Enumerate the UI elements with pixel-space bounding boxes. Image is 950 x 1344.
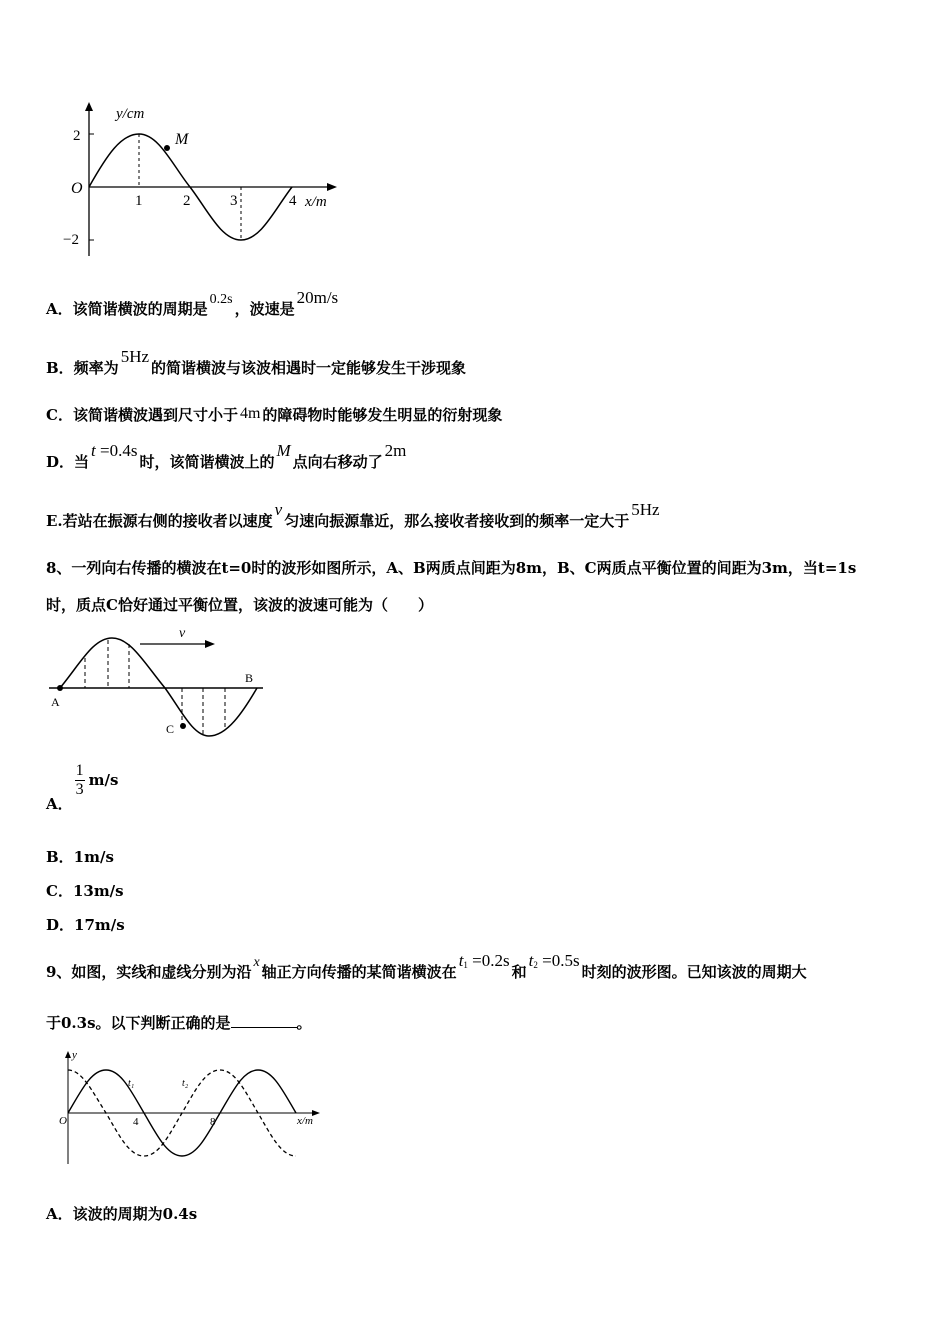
point-a (57, 685, 63, 691)
q7-option-d: D．当t =0.4s时，该简谐横波上的M点向右移动了2m (46, 441, 407, 471)
q8-option-a: A． $\frac{1}{3}$ m/s (46, 762, 119, 813)
x-tick-1: 1 (135, 193, 143, 209)
q8-option-c: C．13m/s (46, 882, 124, 900)
figure-wave-1 (55, 98, 355, 263)
x-tick-4-q9: 4 (133, 1116, 139, 1128)
origin-label: O (71, 180, 83, 197)
origin-label-q9: O (59, 1115, 67, 1127)
x-tick-2: 2 (183, 193, 191, 209)
q8-option-b: B．1m/s (46, 848, 114, 866)
q7-option-a: A．该简谐横波的周期是0.2s，波速是20m/s (46, 288, 339, 318)
q8-stem-line2: 时，质点C恰好通过平衡位置，该波的波速可能为（ ） (46, 596, 433, 614)
q8-option-d: D．17m/s (46, 916, 125, 934)
figure-wave-q8 (45, 620, 270, 745)
c-label: C (166, 722, 175, 736)
q9-option-a: A．该波的周期为0.4s (46, 1205, 198, 1223)
y-tick-2: 2 (73, 128, 81, 144)
q7-option-e: E.若站在振源右侧的接收者以速度v匀速向振源靠近，那么接收者接收到的频率一定大于5Hz (46, 500, 660, 530)
velocity-label: v (179, 626, 186, 641)
figure-wave-q9 (52, 1048, 332, 1168)
x-tick-8-q9: 8 (210, 1116, 216, 1128)
x-tick-4: 4 (289, 193, 297, 209)
point-m (164, 145, 170, 151)
q7-option-b: B．频率为5Hz的简谐横波与该波相遇时一定能够发生干涉现象 (46, 347, 467, 377)
q8-stem-line1: 8、一列向右传播的横波在t=0时的波形如图所示，A、B两质点间距为8m，B、C两质点平衡位置的间距为3m，当t=1s (46, 559, 857, 577)
q9-stem-line2: 于0.3s。以下判断正确的是 。 (46, 1014, 312, 1032)
y-tick-neg2: −2 (63, 232, 79, 248)
t2-label-q9: t₂ (182, 1078, 189, 1089)
a-label: A (51, 695, 60, 709)
q9-stem-line1: 9、如图，实线和虚线分别为沿x轴正方向传播的某简谐横波在$t_1 =0.2s$和$t_2 =0.5s$时刻的波形图。已知该波的周期大 (46, 951, 807, 981)
point-m-label: M (175, 131, 189, 148)
x-axis-label: x/m (305, 194, 327, 210)
answer-blank[interactable] (231, 1013, 297, 1028)
x-tick-3: 3 (230, 193, 238, 209)
y-axis-label: y/cm (116, 106, 145, 122)
x-label-q9: x/m (297, 1115, 313, 1127)
t1-label-q9: t₁ (128, 1078, 135, 1089)
q7-option-c: C．该简谐横波遇到尺寸小于 4m 的障碍物时能够发生明显的衍射现象 (46, 405, 503, 424)
b-label: B (245, 671, 254, 685)
point-c (180, 723, 186, 729)
y-label-q9: y (72, 1049, 77, 1061)
